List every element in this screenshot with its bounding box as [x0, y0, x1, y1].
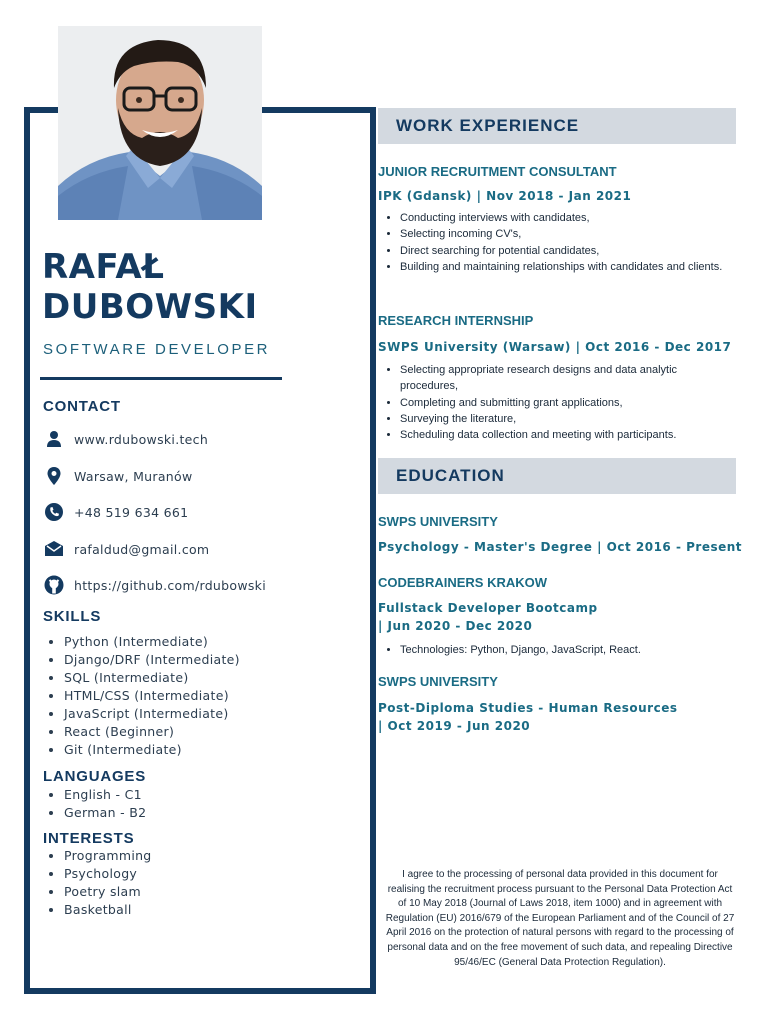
list-item: • React (Beginner)	[64, 723, 240, 741]
list-item: • Django/DRF (Intermediate)	[64, 651, 240, 669]
list-item: • SQL (Intermediate)	[64, 669, 240, 687]
list-item: • Direct searching for potential candidates,	[400, 243, 730, 259]
list-item: • German - B2	[64, 804, 146, 822]
school-name: SWPS UNIVERSITY	[378, 514, 498, 529]
job-duties-list	[386, 210, 730, 275]
list-item: • Building and maintaining relationships with candidates and clients.	[400, 259, 730, 275]
contact-phone[interactable]	[44, 501, 188, 523]
list-item: • Selecting appropriate research designs and data analytic procedures,	[400, 362, 730, 395]
degree-info: Psychology - Master's Degree | Oct 2016 - Present	[378, 540, 743, 554]
degree-line: Post-Diploma Studies - Human Resources	[378, 701, 678, 715]
list-item: • Technologies: Python, Django, JavaScript, React.	[400, 642, 730, 658]
degree-dates: | Jun 2020 - Dec 2020	[378, 619, 533, 633]
name-last: DUBOWSKI	[42, 287, 258, 327]
education-section-bar	[378, 458, 736, 494]
degree-line: Fullstack Developer Bootcamp	[378, 601, 598, 615]
list-item: • Completing and submitting grant applications,	[400, 395, 730, 411]
job-subtitle: SWPS University (Warsaw) | Oct 2016 - Dec 2017	[378, 340, 732, 354]
phone-text[interactable]: +48 519 634 661	[74, 504, 189, 520]
bootcamp-details-list	[386, 642, 730, 658]
list-item: • Python (Intermediate)	[64, 633, 240, 651]
work-experience-section-bar	[378, 108, 736, 144]
list-item: • Poetry slam	[64, 883, 152, 901]
job-title: JUNIOR RECRUITMENT CONSULTANT	[378, 164, 617, 179]
job-title: RESEARCH INTERNSHIP	[378, 313, 534, 328]
user-icon	[44, 429, 64, 449]
contact-location	[44, 465, 193, 487]
list-item: • HTML/CSS (Intermediate)	[64, 687, 240, 705]
website-link[interactable]: www.rdubowski.tech	[74, 431, 209, 447]
contact-github[interactable]	[44, 574, 266, 596]
location-text: Warsaw, Muranów	[74, 468, 193, 484]
list-item: • English - C1	[64, 786, 146, 804]
job-subtitle: IPK (Gdansk) | Nov 2018 - Jan 2021	[378, 189, 632, 203]
skills-heading: SKILLS	[43, 608, 102, 625]
envelope-icon	[44, 539, 64, 559]
list-item: • Conducting interviews with candidates,	[400, 210, 730, 226]
phone-icon	[44, 502, 64, 522]
job-duties-list	[386, 362, 730, 443]
contact-email[interactable]	[44, 538, 209, 560]
map-pin-icon	[44, 466, 64, 486]
skills-list	[48, 633, 240, 759]
name-first: RAFAŁ	[42, 247, 165, 287]
education-heading: EDUCATION	[396, 466, 505, 485]
gdpr-consent-clause: I agree to the processing of personal data provided in this document for realising the recruitment process pursuant to the Personal Data Protection Act of 10 May 2018 (Journal of Laws 2018, item 1000) and in agreement with Regulation (EU) 2016/679 of the European Parliament and of the Council of 27 April 2016 on the protection of natural persons with regard to the processing of personal data and on the free movement of such data, and repealing Directive 95/46/EC (General Data Protection Regulation).	[385, 869, 735, 968]
interests-heading: INTERESTS	[43, 830, 135, 847]
contact-heading: CONTACT	[43, 398, 121, 415]
languages-heading: LANGUAGES	[43, 768, 147, 785]
job-role: SOFTWARE DEVELOPER	[43, 341, 271, 358]
profile-photo	[58, 26, 262, 220]
list-item: • Scheduling data collection and meeting with participants.	[400, 427, 730, 443]
interests-list	[48, 847, 152, 919]
contact-website[interactable]	[44, 428, 208, 450]
degree-info	[378, 599, 598, 635]
list-item: • JavaScript (Intermediate)	[64, 705, 240, 723]
list-item: • Programming	[64, 847, 152, 865]
school-name: CODEBRAINERS KRAKOW	[378, 575, 547, 590]
list-item: • Surveying the literature,	[400, 411, 730, 427]
list-item: • Git (Intermediate)	[64, 741, 240, 759]
email-link[interactable]: rafaldud@gmail.com	[74, 541, 210, 557]
github-icon	[44, 575, 64, 595]
list-item: • Selecting incoming CV's,	[400, 226, 730, 242]
candidate-name	[42, 247, 258, 327]
degree-dates: | Oct 2019 - Jun 2020	[378, 719, 531, 733]
school-name: SWPS UNIVERSITY	[378, 674, 498, 689]
degree-info	[378, 699, 677, 735]
github-link[interactable]: https://github.com/rdubowski	[74, 577, 266, 593]
list-item: • Psychology	[64, 865, 152, 883]
work-experience-heading: WORK EXPERIENCE	[396, 116, 580, 135]
languages-list	[48, 786, 146, 822]
list-item: • Basketball	[64, 901, 152, 919]
divider-line	[40, 377, 282, 380]
